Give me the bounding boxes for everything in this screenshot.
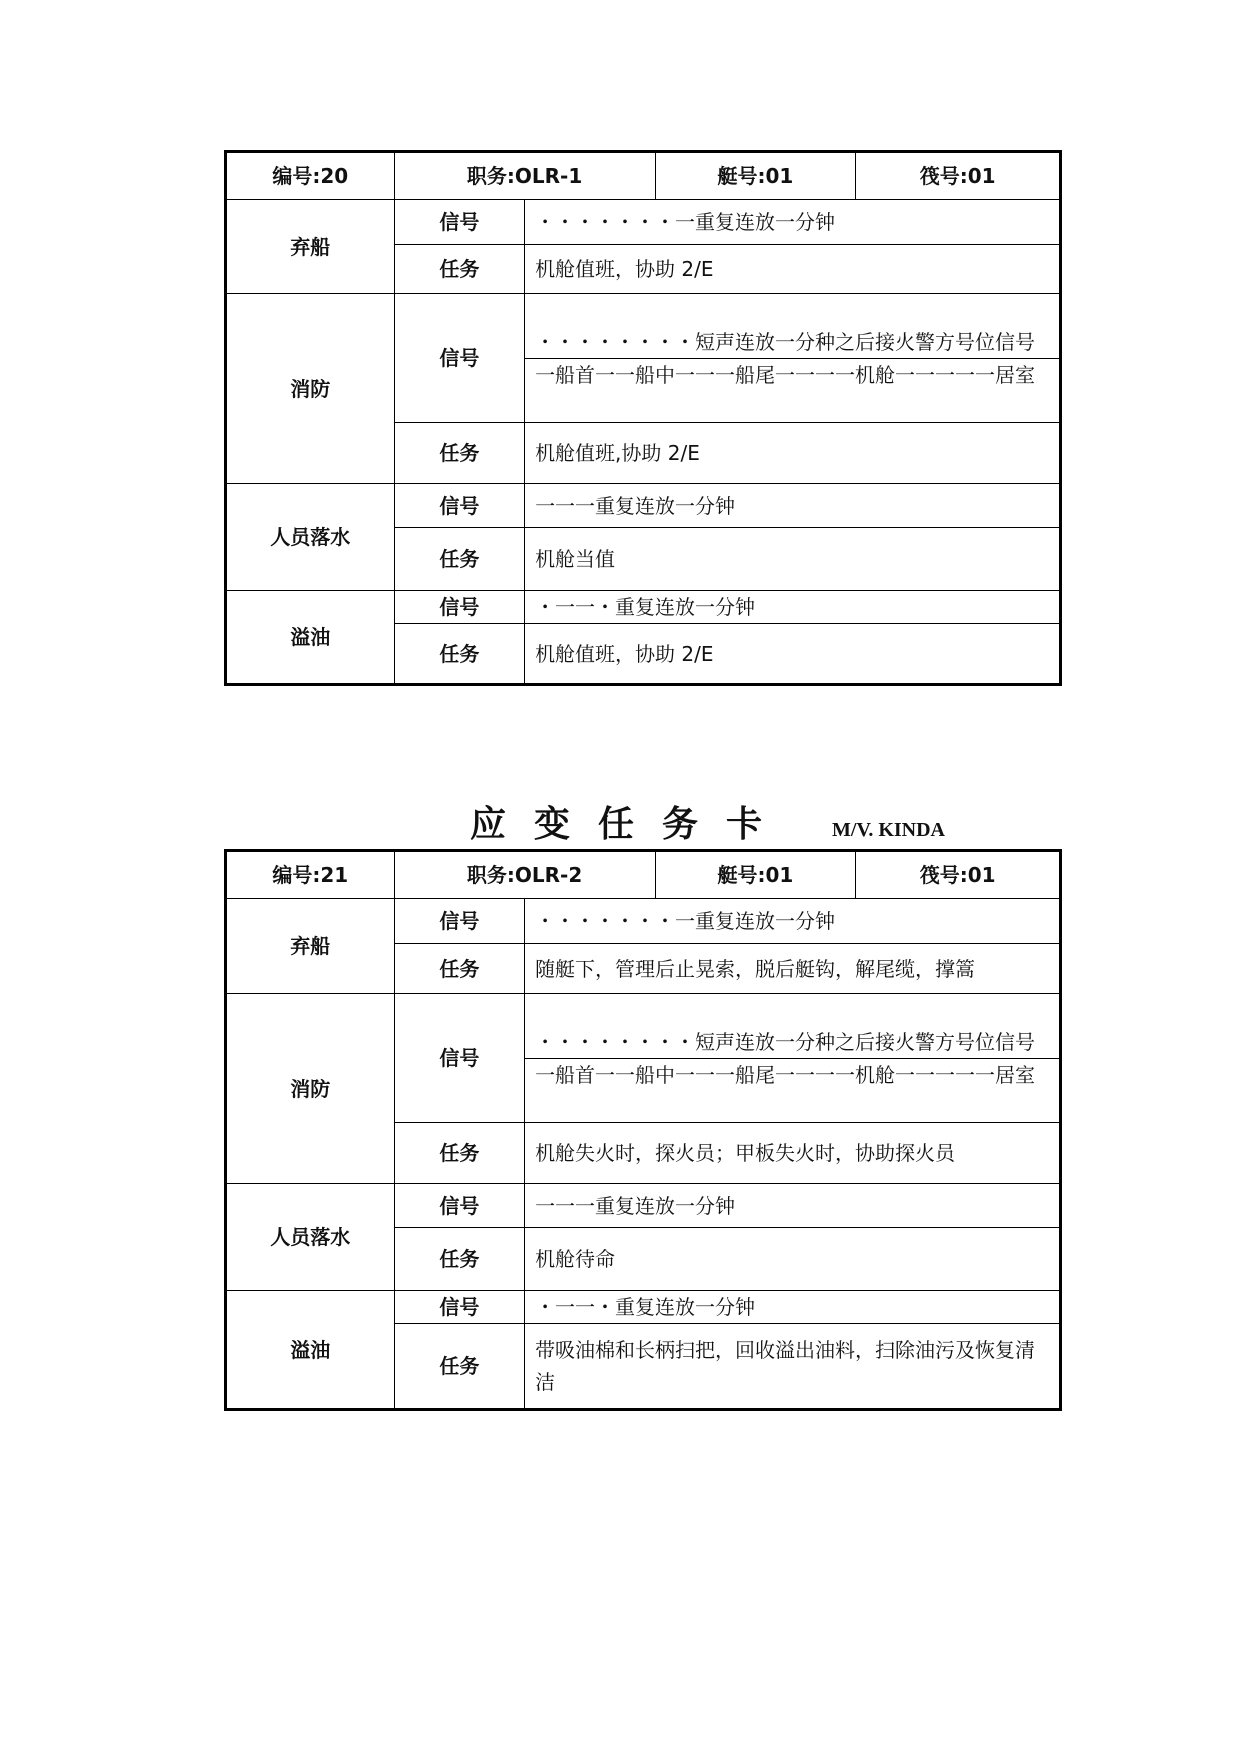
boat-number: 艇号:01 xyxy=(655,851,856,899)
fire-task: 机舱值班,协助 2/E xyxy=(525,423,1061,484)
oil-spill-task: 机舱值班，协助 2/E xyxy=(525,624,1061,685)
duty-card-21 xyxy=(224,849,1062,1411)
task-label: 任务 xyxy=(394,1228,524,1291)
task-label: 任务 xyxy=(394,245,524,294)
oil-spill-label: 溢油 xyxy=(226,591,395,685)
signal-label: 信号 xyxy=(394,1184,524,1228)
oil-spill-task: 带吸油棉和长柄扫把，回收溢出油料，扫除油污及恢复清洁 xyxy=(525,1324,1061,1410)
oil-spill-signal: ・一一・重复连放一分钟 xyxy=(525,1291,1061,1324)
abandon-label: 弃船 xyxy=(226,200,395,294)
fire-signal-pattern: ・・・・・・・・短声连放一分种之后接火警方号位信号 xyxy=(535,329,1036,354)
man-overboard-task: 机舱当值 xyxy=(525,528,1061,591)
fire-station-signal: 一船首一一船中一一一船尾一一一一机舱一一一一一居室 xyxy=(525,358,1059,391)
oil-spill-label: 溢油 xyxy=(226,1291,395,1410)
fire-label: 消防 xyxy=(226,294,395,484)
fire-label: 消防 xyxy=(226,994,395,1184)
signal-label: 信号 xyxy=(394,200,524,245)
signal-label: 信号 xyxy=(394,484,524,528)
abandon-label: 弃船 xyxy=(226,899,395,994)
signal-label: 信号 xyxy=(394,591,524,624)
signal-label: 信号 xyxy=(394,1291,524,1324)
fire-task: 机舱失火时，探火员；甲板失火时，协助探火员 xyxy=(525,1123,1061,1184)
raft-number: 筏号:01 xyxy=(856,152,1061,200)
raft-number: 筏号:01 xyxy=(856,851,1061,899)
man-overboard-label: 人员落水 xyxy=(226,1184,395,1291)
signal-label: 信号 xyxy=(394,994,524,1123)
ship-name: M/V. KINDA xyxy=(832,819,945,841)
abandon-task: 随艇下，管理后止晃索，脱后艇钩，解尾缆，撑篙 xyxy=(525,944,1061,994)
boat-number: 艇号:01 xyxy=(655,152,856,200)
fire-station-signal: 一船首一一船中一一一船尾一一一一机舱一一一一一居室 xyxy=(525,1058,1059,1091)
duty-card-20 xyxy=(224,150,1062,686)
man-overboard-label: 人员落水 xyxy=(226,484,395,591)
card-number: 编号:21 xyxy=(226,851,395,899)
signal-label: 信号 xyxy=(394,294,524,423)
task-label: 任务 xyxy=(394,423,524,484)
card-title-line xyxy=(470,796,945,846)
duty-code: 职务:OLR-1 xyxy=(394,152,655,200)
card-title: 应变任务卡 xyxy=(470,803,791,845)
man-overboard-signal: 一一一重复连放一分钟 xyxy=(525,484,1061,528)
abandon-signal: ・・・・・・・一重复连放一分钟 xyxy=(525,200,1061,245)
fire-signal xyxy=(525,294,1061,423)
oil-spill-signal: ・一一・重复连放一分钟 xyxy=(525,591,1061,624)
task-label: 任务 xyxy=(394,528,524,591)
man-overboard-signal: 一一一重复连放一分钟 xyxy=(525,1184,1061,1228)
abandon-task: 机舱值班，协助 2/E xyxy=(525,245,1061,294)
abandon-signal: ・・・・・・・一重复连放一分钟 xyxy=(525,899,1061,944)
task-label: 任务 xyxy=(394,1123,524,1184)
task-label: 任务 xyxy=(394,624,524,685)
task-label: 任务 xyxy=(394,1324,524,1410)
duty-code: 职务:OLR-2 xyxy=(394,851,655,899)
card-number: 编号:20 xyxy=(226,152,395,200)
man-overboard-task: 机舱待命 xyxy=(525,1228,1061,1291)
fire-signal-pattern: ・・・・・・・・短声连放一分种之后接火警方号位信号 xyxy=(535,1029,1036,1054)
signal-label: 信号 xyxy=(394,899,524,944)
task-label: 任务 xyxy=(394,944,524,994)
fire-signal xyxy=(525,994,1061,1123)
